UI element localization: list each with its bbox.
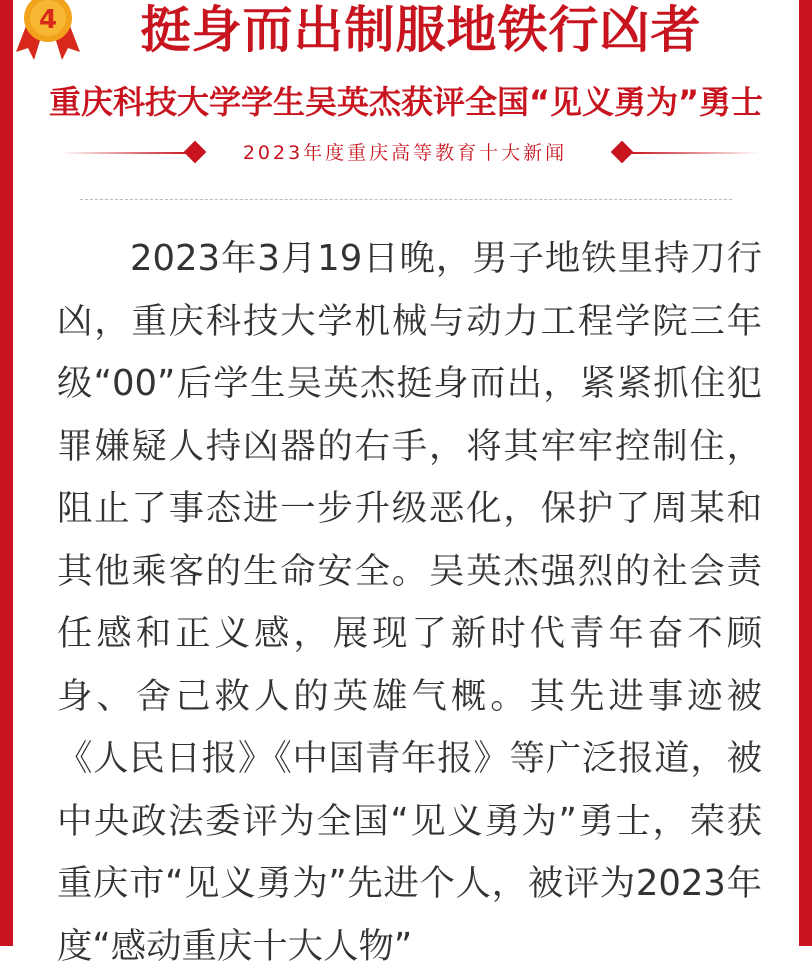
- article-tagline: 2023年度重庆高等教育十大新闻: [242, 142, 568, 164]
- article-body: 2023年3月19日晚，男子地铁里持刀行凶，重庆科技大学机械与动力工程学院三年级“00”后学生吴英杰挺身而出，紧紧抓住犯罪嫌疑人持凶器的右手，将其牢牢控制住，阻止了事态进一步升级恶化，保护了周某和其他乘客的生命安全。吴英杰强烈的社会责任感和正义感，展现了新时代青年奋不顾身、舍己救人的英雄气概。其先进事迹被《人民日报》《中国青年报》等广泛报道，被中央政法委评为全国“见义勇为”勇士，荣获重庆市“见义勇为”先进个人，被评为2023年度“感动重庆十大人物”: [57, 238, 762, 967]
- dashed-divider: [80, 199, 732, 200]
- diamond-left-icon: [184, 141, 207, 164]
- medal-rank: 4: [38, 5, 58, 35]
- tagline-row: [0, 138, 812, 168]
- tagline-left-rule: [60, 152, 190, 154]
- article-headline: 挺身而出制服地铁行凶者: [140, 1, 702, 59]
- article-subheadline: 重庆科技大学学生吴英杰获评全国“见义勇为”勇士: [48, 83, 764, 121]
- tagline-right-rule: [630, 152, 760, 154]
